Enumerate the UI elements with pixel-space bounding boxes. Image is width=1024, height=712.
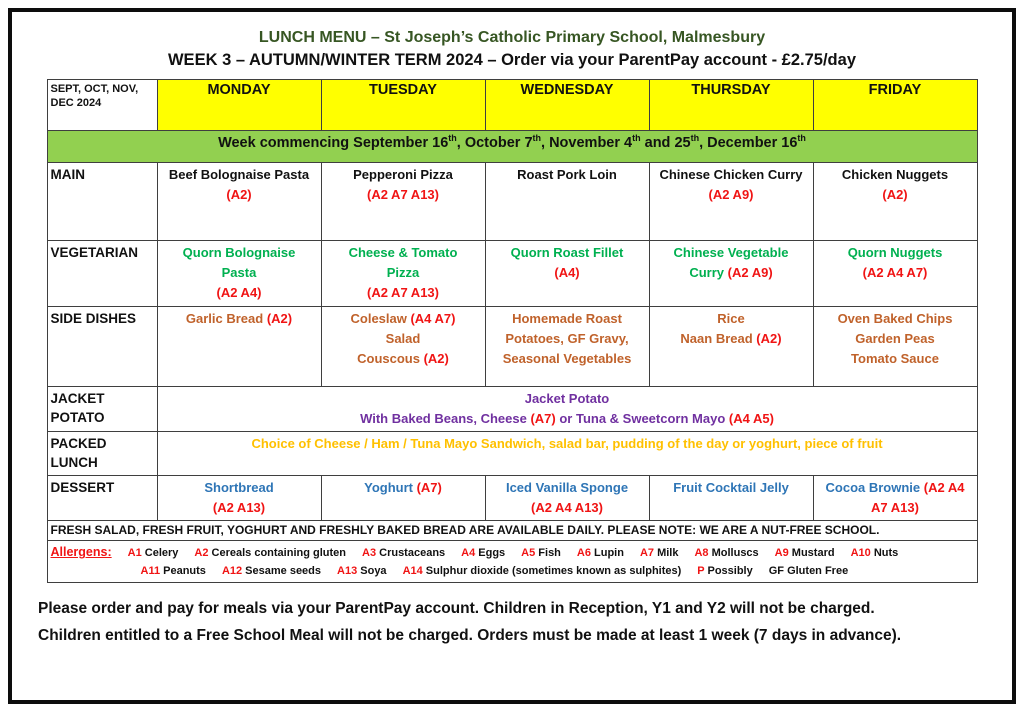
row-label-side_dishes: SIDE DISHES — [47, 306, 157, 386]
allergen-entry — [194, 547, 346, 559]
menu-cell — [485, 306, 649, 386]
menu-item-text: Quorn Bolognaise — [182, 245, 296, 261]
menu-item-text: Pepperoni Pizza — [353, 167, 453, 183]
menu-item-text: Coleslaw — [350, 310, 411, 326]
row-label-packed_lunch: PACKED LUNCH — [47, 431, 157, 475]
allergen-name: Possibly — [704, 564, 753, 577]
row-label-main: MAIN — [47, 163, 157, 241]
day-header-cell: MONDAY — [157, 80, 321, 131]
allergens-label: Allergens: — [50, 545, 112, 560]
menu-item-text: Potatoes, GF Gravy, — [505, 330, 629, 346]
allergen-name: Peanuts — [160, 564, 206, 577]
allergen-entry — [851, 547, 899, 559]
menu-page — [8, 8, 1016, 704]
row-label-vegetarian: VEGETARIAN — [47, 241, 157, 306]
allergen-codes: (A2 A7 A13) — [366, 285, 439, 301]
menu-line — [817, 329, 974, 349]
menu-subtitle: WEEK 3 – AUTUMN/WINTER TERM 2024 – Order via your ParentPay account - £2.75/day — [167, 51, 856, 70]
allergen-codes: (A4) — [554, 265, 580, 281]
menu-item-text: Cocoa Brownie — [825, 479, 924, 495]
menu-line — [325, 478, 482, 498]
menu-item-text: Jacket Potato — [524, 390, 610, 406]
day-header-cell: THURSDAY — [649, 80, 813, 131]
menu-line — [325, 263, 482, 283]
menu-line — [161, 263, 318, 283]
menu-item-text: Chicken Nuggets — [841, 167, 949, 183]
allergen-code: A14 — [402, 564, 423, 577]
allergen-legend-cell — [47, 541, 977, 582]
allergen-code: A9 — [774, 547, 789, 560]
menu-row-vegetarian — [47, 241, 977, 306]
allergen-name: Lupin — [590, 547, 624, 560]
menu-line — [161, 409, 974, 429]
allergen-entry — [769, 565, 848, 577]
allergen-entry — [128, 547, 179, 559]
allergen-name: Cereals containing gluten — [208, 547, 346, 560]
menu-cell — [813, 163, 977, 241]
menu-line — [325, 329, 482, 349]
menu-cell — [649, 163, 813, 241]
menu-line — [489, 165, 646, 185]
menu-item-text: Garlic Bread — [185, 310, 267, 326]
menu-cell — [157, 163, 321, 241]
menu-item-text: Seasonal Vegetables — [502, 350, 632, 366]
menu-line — [489, 243, 646, 263]
menu-line — [161, 243, 318, 263]
allergen-entry — [337, 565, 387, 577]
allergen-code: A10 — [850, 547, 871, 560]
menu-row-packed_lunch — [47, 431, 977, 475]
menu-item-text: Couscous — [357, 350, 424, 366]
menu-item-text: Yoghurt — [364, 479, 417, 495]
allergen-name: Fish — [535, 547, 561, 560]
allergen-codes: (A2 A13) — [212, 500, 266, 516]
menu-row-main — [47, 163, 977, 241]
day-header-cell: TUESDAY — [321, 80, 485, 131]
menu-cell — [485, 163, 649, 241]
menu-item-text: Choice of Cheese / Ham / Tuna Mayo Sandwich, salad bar, pudding of the day or yoghurt, piece of fruit — [251, 435, 883, 451]
menu-cell — [321, 475, 485, 520]
menu-item-text: Oven Baked Chips — [837, 310, 953, 326]
menu-item-text: Fruit Cocktail Jelly — [673, 479, 789, 495]
title-block — [12, 26, 1012, 73]
menu-line — [817, 263, 974, 283]
menu-cell — [321, 241, 485, 306]
allergen-name: Nuts — [870, 547, 899, 560]
allergen-name: Soya — [357, 564, 387, 577]
menu-line — [653, 243, 810, 263]
allergen-entry — [694, 547, 758, 559]
menu-item-text: Chinese Chicken Curry — [659, 167, 803, 183]
allergen-entry — [222, 565, 321, 577]
menu-title: LUNCH MENU – St Joseph’s Catholic Primary School, Malmesbury — [258, 29, 766, 46]
allergen-code: A12 — [221, 564, 243, 577]
allergen-codes: (A2 A7 A13) — [366, 187, 439, 203]
menu-item-text: Quorn Nuggets — [847, 245, 943, 261]
menu-line — [325, 185, 482, 205]
week-commencing-row — [47, 131, 977, 163]
menu-item-text: Homemade Roast — [512, 310, 622, 326]
allergen-entry — [141, 565, 206, 577]
menu-line — [489, 349, 646, 369]
menu-cell — [813, 475, 977, 520]
week-commencing-cell: Week commencing September 16th, October 7th, November 4th and 25th, December 16th — [47, 131, 977, 163]
menu-line — [325, 243, 482, 263]
menu-item-text: Garden Peas — [855, 330, 935, 346]
menu-line — [161, 389, 974, 409]
allergen-codes: (A2) — [266, 310, 293, 326]
menu-item-text: Chinese Vegetable — [673, 245, 789, 261]
menu-line — [653, 263, 810, 283]
ordering-notes — [38, 595, 1012, 649]
menu-cell — [157, 475, 321, 520]
allergen-codes: (A2 A4 A13) — [530, 500, 603, 516]
allergen-name: Crustaceans — [376, 547, 446, 560]
menu-item-text: Salad — [385, 330, 421, 346]
allergen-code: A8 — [694, 547, 709, 560]
allergen-name: Sesame seeds — [242, 564, 322, 577]
allergen-name: Molluscs — [708, 547, 759, 560]
menu-cell — [649, 306, 813, 386]
menu-item-text: Iced Vanilla Sponge — [505, 479, 629, 495]
menu-line — [325, 309, 482, 329]
menu-item-text: Naan Bread — [680, 330, 757, 346]
allergen-codes: (A4 A7) — [410, 310, 456, 326]
menu-cell — [649, 475, 813, 520]
allergen-legend-row — [47, 541, 977, 582]
menu-cell — [485, 475, 649, 520]
menu-line — [161, 498, 318, 518]
menu-cell — [813, 306, 977, 386]
allergen-code: A3 — [362, 547, 377, 560]
daily-note-cell: FRESH SALAD, FRESH FRUIT, YOGHURT AND FRESHLY BAKED BREAD ARE AVAILABLE DAILY. PLEASE NOTE: WE ARE A NUT-FREE SCHOOL. — [47, 521, 977, 541]
allergen-code: A11 — [140, 564, 161, 577]
allergen-name: Eggs — [475, 547, 506, 560]
allergen-codes: (A2 A4 A7) — [862, 265, 928, 281]
menu-line — [161, 283, 318, 303]
allergen-name: Mustard — [788, 547, 835, 560]
menu-item-text: Cheese & Tomato — [348, 245, 458, 261]
allergen-entry — [640, 547, 679, 559]
menu-line — [817, 243, 974, 263]
menu-line — [489, 309, 646, 329]
menu-line — [161, 185, 318, 205]
allergen-line-1 — [51, 543, 974, 562]
menu-line — [817, 165, 974, 185]
allergen-code: A2 — [194, 547, 209, 560]
row-label-jacket_potato: JACKET POTATO — [47, 386, 157, 431]
allergen-codes: (A4 A5) — [728, 410, 774, 426]
menu-cell — [157, 306, 321, 386]
allergen-name: Gluten Free — [784, 564, 849, 577]
menu-cell — [485, 241, 649, 306]
menu-line — [161, 309, 318, 329]
menu-line — [325, 165, 482, 185]
allergen-code: A4 — [461, 547, 476, 560]
allergen-codes: (A2) — [226, 187, 252, 203]
row-label-dessert: DESSERT — [47, 475, 157, 520]
menu-line — [653, 329, 810, 349]
allergen-codes: (A2 A9) — [708, 187, 754, 203]
menu-line — [489, 329, 646, 349]
allergen-codes: (A7) — [530, 410, 556, 426]
menu-item-text: Quorn Roast Fillet — [510, 245, 624, 261]
allergen-code: A13 — [337, 564, 358, 577]
menu-item-text: Curry — [689, 265, 728, 281]
allergen-code: A7 — [639, 547, 655, 560]
menu-line — [817, 309, 974, 329]
allergen-entry — [521, 547, 561, 559]
allergen-code: A6 — [576, 547, 591, 560]
menu-cell — [813, 241, 977, 306]
menu-cell — [649, 241, 813, 306]
allergen-code: A5 — [521, 547, 536, 560]
menu-row-dessert — [47, 475, 977, 520]
allergen-entry — [577, 547, 624, 559]
allergen-entry — [362, 547, 445, 559]
menu-line — [653, 185, 810, 205]
day-header-cell: FRIDAY — [813, 80, 977, 131]
day-header-row — [47, 80, 977, 131]
allergen-codes: (A7) — [416, 479, 442, 495]
menu-item-text: Tomato Sauce — [851, 350, 939, 366]
menu-line — [817, 185, 974, 205]
menu-line — [161, 478, 318, 498]
menu-cell — [157, 431, 977, 475]
menu-line — [653, 165, 810, 185]
allergen-name: Milk — [654, 547, 679, 560]
period-cell: SEPT, OCT, NOV, DEC 2024 — [47, 80, 157, 131]
menu-row-jacket_potato — [47, 386, 977, 431]
menu-item-text: Roast Pork Loin — [517, 167, 617, 183]
allergen-codes: (A2 A4) — [216, 285, 262, 301]
menu-item-text: With Baked Beans, Cheese — [360, 410, 531, 426]
allergen-code: P — [697, 564, 705, 577]
allergen-entry — [403, 565, 682, 577]
allergen-line-2 — [51, 563, 974, 580]
menu-item-text: Beef Bolognaise Pasta — [168, 167, 310, 183]
menu-line — [817, 478, 974, 518]
menu-line — [489, 498, 646, 518]
allergen-entry — [461, 547, 505, 559]
menu-item-text: Pasta — [221, 265, 257, 281]
menu-item-text: Rice — [717, 310, 745, 326]
menu-cell — [157, 386, 977, 431]
allergen-code: A1 — [127, 547, 142, 560]
allergen-code: GF — [768, 564, 785, 577]
menu-item-text: Shortbread — [204, 479, 274, 495]
menu-line — [817, 349, 974, 369]
menu-table-body — [47, 80, 977, 583]
ordering-note-line-1: Please order and pay for meals via your ParentPay account. Children in Reception, Y1 and Y2 will not be charged. — [38, 599, 875, 617]
allergen-entry — [697, 565, 752, 577]
menu-line — [161, 434, 974, 454]
menu-cell — [157, 241, 321, 306]
menu-line — [653, 478, 810, 498]
allergen-name: Sulphur dioxide (sometimes known as sulphites) — [422, 564, 682, 577]
ordering-note-line-2: Children entitled to a Free School Meal will not be charged. Orders must be made at least 1 week (7 days in advance). — [38, 626, 902, 644]
menu-line — [489, 263, 646, 283]
menu-line — [653, 309, 810, 329]
allergen-codes: (A2 A9) — [727, 265, 773, 281]
daily-note-row — [47, 521, 977, 541]
allergen-name: Celery — [141, 547, 179, 560]
menu-line — [325, 349, 482, 369]
menu-cell — [321, 163, 485, 241]
lunch-menu-table — [47, 79, 978, 583]
allergen-codes: (A2) — [756, 330, 782, 346]
menu-item-text: Pizza — [386, 265, 420, 281]
menu-line — [325, 283, 482, 303]
menu-row-side_dishes — [47, 306, 977, 386]
menu-item-text: or Tuna & Sweetcorn Mayo — [555, 410, 729, 426]
allergen-codes: (A2) — [423, 350, 449, 366]
allergen-codes: (A2) — [882, 187, 908, 203]
menu-cell — [321, 306, 485, 386]
day-header-cell: WEDNESDAY — [485, 80, 649, 131]
menu-line — [161, 165, 318, 185]
allergen-entry — [775, 547, 835, 559]
allergen-codes: (A2 A4 A7 A13) — [871, 479, 965, 516]
menu-line — [489, 478, 646, 498]
